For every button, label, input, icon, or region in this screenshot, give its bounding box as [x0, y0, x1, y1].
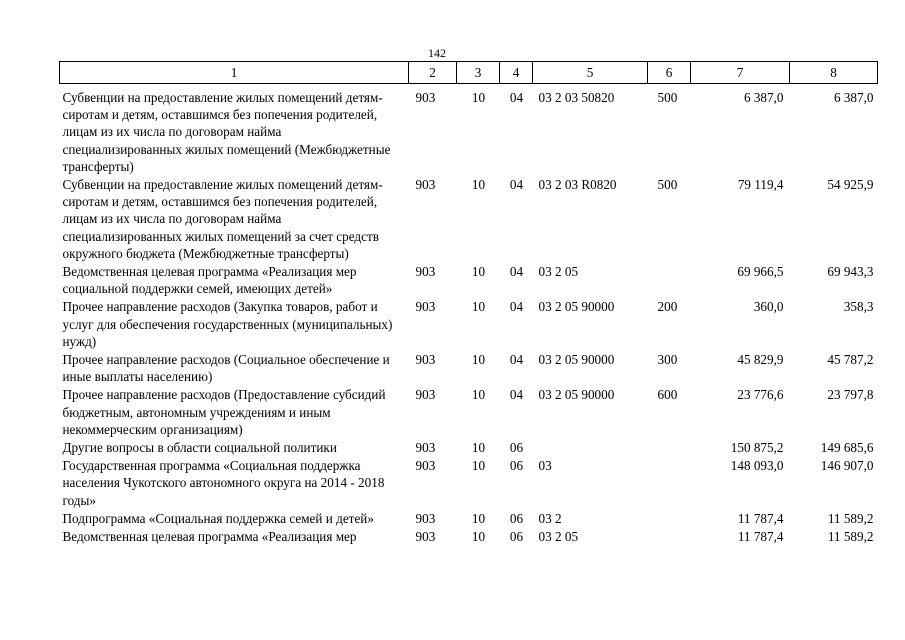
subsection-code: 06 — [509, 440, 524, 456]
subsection-code: 04 — [509, 387, 524, 403]
table-row — [60, 385, 878, 438]
section-code: 10 — [471, 352, 486, 368]
expense-type-code: 500 — [657, 177, 678, 193]
page-number: 142 — [428, 46, 446, 60]
subsection-code: 06 — [509, 458, 524, 474]
amount-col7: 150 875,2 — [730, 440, 784, 456]
subsection-code: 04 — [509, 90, 524, 105]
row-description: Субвенции на предоставление жилых помещений детям-сиротам и детям, оставшимся без попечения родителей, лицам из их числа по договорам найма специализированных жилых помещений (Межбюджетные трансферты) — [62, 90, 391, 174]
target-article-code: 03 2 03 50820 — [538, 90, 615, 105]
department-code: 903 — [415, 458, 436, 474]
amount-col8: 149 685,6 — [820, 440, 874, 456]
department-code: 903 — [415, 177, 436, 193]
department-code: 903 — [415, 264, 436, 280]
amount-col8: 11 589,2 — [827, 510, 874, 526]
amount-col8: 358,3 — [843, 299, 874, 315]
amount-col7: 69 966,5 — [737, 264, 784, 280]
target-article-code: 03 2 03 R0820 — [538, 177, 617, 193]
department-code: 903 — [415, 510, 436, 526]
section-code: 10 — [471, 440, 486, 456]
target-article-code: 03 — [538, 458, 552, 474]
amount-col8: 146 907,0 — [820, 458, 874, 474]
expense-type-code — [648, 509, 691, 527]
table-row — [60, 456, 878, 509]
expense-type-code — [648, 527, 691, 545]
target-article-code: 03 2 05 — [538, 529, 579, 545]
table-row — [60, 509, 878, 527]
row-description: Государственная программа «Социальная поддержка населения Чукотского автономного округа на 2014 - 2018 годы» — [62, 458, 385, 508]
header-cell: 5 — [533, 62, 648, 84]
department-code: 903 — [415, 387, 436, 403]
target-article-code: 03 2 05 90000 — [538, 352, 615, 368]
table-row — [60, 350, 878, 385]
amount-col7: 6 387,0 — [743, 90, 784, 105]
department-code: 903 — [415, 299, 436, 315]
table-row — [60, 297, 878, 350]
amount-col8: 6 387,0 — [833, 90, 874, 105]
department-code: 903 — [415, 529, 436, 545]
section-code: 10 — [471, 264, 486, 280]
department-code: 903 — [415, 90, 436, 105]
expense-type-code: 600 — [657, 387, 678, 403]
row-description: Прочее направление расходов (Социальное обеспечение и иные выплаты населению) — [62, 352, 390, 385]
amount-col7: 45 829,9 — [737, 352, 784, 368]
header-cell: 4 — [500, 62, 533, 84]
expense-type-code: 500 — [657, 90, 678, 105]
subsection-code: 04 — [509, 177, 524, 193]
amount-col7: 11 787,4 — [737, 510, 784, 526]
row-description: Субвенции на предоставление жилых помещений детям-сиротам и детям, оставшимся без попечения родителей, лицам из их числа по договорам найма специализированных жилых помещений за счет средств окружного бюджета (Межбюджетные трансферты) — [62, 177, 383, 261]
amount-col8: 45 787,2 — [827, 352, 874, 368]
table-row — [60, 175, 878, 262]
header-cell: 8 — [790, 62, 878, 84]
target-article-code: 03 2 05 90000 — [538, 387, 615, 403]
section-code: 10 — [471, 177, 486, 193]
row-description: Прочее направление расходов (Предоставление субсидий бюджетным, автономным учреждениям и иным некоммерческим организациям) — [62, 387, 386, 437]
table-row — [60, 527, 878, 545]
header-cell: 2 — [409, 62, 457, 84]
table-row — [60, 438, 878, 456]
subsection-code: 06 — [509, 510, 524, 526]
target-article-code: 03 2 05 90000 — [538, 299, 615, 315]
department-code: 903 — [415, 440, 436, 456]
header-cell: 1 — [60, 62, 409, 84]
amount-col7: 79 119,4 — [737, 177, 784, 193]
amount-col8: 69 943,3 — [827, 264, 874, 280]
expense-type-code — [648, 262, 691, 297]
row-description: Подпрограмма «Социальная поддержка семей и детей» — [62, 510, 374, 526]
section-code: 10 — [471, 90, 486, 105]
header-row — [60, 62, 878, 84]
amount-col7: 148 093,0 — [730, 458, 784, 474]
expense-type-code — [648, 438, 691, 456]
target-article-code: 03 2 — [538, 510, 562, 526]
section-code: 10 — [471, 510, 486, 526]
target-article-code: 03 2 05 — [538, 264, 579, 280]
section-code: 10 — [471, 458, 486, 474]
amount-col8: 23 797,8 — [827, 387, 874, 403]
amount-col8: 11 589,2 — [827, 529, 874, 545]
header-cell: 7 — [691, 62, 790, 84]
table-row — [60, 262, 878, 297]
header-cell: 3 — [457, 62, 500, 84]
row-description: Прочее направление расходов (Закупка товаров, работ и услуг для обеспечения государственных (муниципальных) нужд) — [62, 299, 393, 349]
target-article-code — [533, 438, 648, 456]
subsection-code: 06 — [509, 529, 524, 545]
amount-col7: 11 787,4 — [737, 529, 784, 545]
header-cell: 6 — [648, 62, 691, 84]
amount-col7: 360,0 — [753, 299, 784, 315]
section-code: 10 — [471, 299, 486, 315]
subsection-code: 04 — [509, 264, 524, 280]
expense-type-code: 200 — [657, 299, 678, 315]
subsection-code: 04 — [509, 299, 524, 315]
budget-table — [59, 61, 878, 545]
amount-col7: 23 776,6 — [737, 387, 784, 403]
row-description: Ведомственная целевая программа «Реализация мер — [62, 529, 357, 545]
expense-type-code — [648, 456, 691, 509]
expense-type-code: 300 — [657, 352, 678, 368]
section-code: 10 — [471, 529, 486, 545]
row-description: Ведомственная целевая программа «Реализация мер социальной поддержки семей, имеющих детей» — [62, 264, 357, 297]
row-description: Другие вопросы в области социальной политики — [62, 440, 337, 456]
amount-col8: 54 925,9 — [827, 177, 874, 193]
subsection-code: 04 — [509, 352, 524, 368]
department-code: 903 — [415, 352, 436, 368]
section-code: 10 — [471, 387, 486, 403]
table-row — [60, 84, 878, 176]
